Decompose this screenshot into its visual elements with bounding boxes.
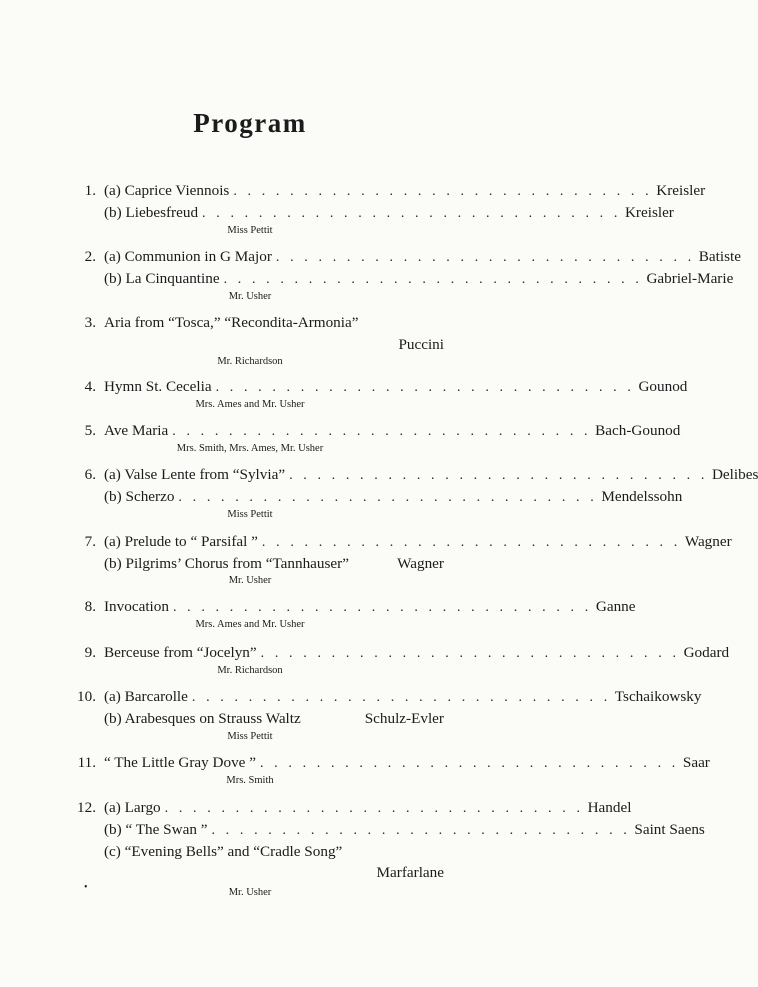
performer: Mr. Richardson [217, 665, 283, 676]
composer: Kreisler [624, 204, 674, 221]
performer: Mr. Richardson [217, 356, 283, 367]
piece-title: (b) Pilgrims’ Chorus from “Tannhauser” [104, 555, 349, 572]
dot-leader: . . . . . . . . . . . . . . . . . . . . . . . . . . . . . . [275, 250, 695, 265]
dot-leader: . . . . . . . . . . . . . . . . . . . . . . . . . . . . . . [164, 801, 584, 816]
item-number: 6. [84, 466, 96, 483]
piece-title: (b) Arabesques on Strauss Waltz [104, 710, 301, 727]
program-line [104, 686, 702, 708]
dot-leader: . . . . . . . . . . . . . . . . . . . . . . . . . . . . . . [172, 600, 592, 615]
composer: Gounod [638, 378, 688, 395]
piece-title: (a) Prelude to “ Parsifal ” [104, 533, 258, 550]
composer: Marfarlane [376, 864, 444, 881]
performer: Mrs. Ames and Mr. Usher [195, 399, 305, 410]
piece-title: (b) La Cinquantine [104, 270, 220, 287]
piece-title: (a) Caprice Viennois [104, 182, 230, 199]
composer: Puccini [398, 336, 444, 353]
composer: Batiste [698, 248, 741, 265]
performer: Mrs. Ames and Mr. Usher [195, 619, 305, 630]
dot-leader: . . . . . . . . . . . . . . . . . . . . . . . . . . . . . . [289, 468, 708, 483]
program-line [104, 531, 732, 553]
item-number: 7. [84, 533, 96, 550]
item-number: 2. [84, 248, 96, 265]
performer: Mr. Usher [228, 887, 272, 898]
piece-title: (a) Barcarolle [104, 688, 188, 705]
performer: Mrs. Smith, Mrs. Ames, Mr. Usher [176, 443, 324, 454]
composer: Kreisler [656, 182, 706, 199]
performer: Miss Pettit [227, 225, 273, 236]
composer: Delibes [711, 466, 758, 483]
composer: Bach-Gounod [595, 422, 681, 439]
piece-title: (a) Valse Lente from “Sylvia” [104, 466, 286, 483]
composer: Saar [682, 754, 710, 771]
piece-title: (a) Largo [104, 799, 161, 816]
dot-leader: . . . . . . . . . . . . . . . . . . . . . . . . . . . . . . [172, 424, 592, 439]
composer: Handel [587, 799, 632, 816]
program-line [104, 819, 705, 841]
program-line [104, 486, 683, 508]
item-number: 8. [84, 598, 96, 615]
dot-leader: . . . . . . . . . . . . . . . . . . . . . . . . . . . . . . [261, 535, 681, 550]
program-line [104, 312, 444, 334]
piece-title: (b) Liebesfreud [104, 204, 199, 221]
ink-speck: • [84, 882, 88, 893]
dot-leader: . . . . . . . . . . . . . . . . . . . . . . . . . . . . . . [191, 690, 611, 705]
item-number: 3. [84, 314, 96, 331]
piece-title: Ave Maria [104, 422, 169, 439]
program-line [104, 376, 688, 398]
item-number: 11. [77, 754, 96, 771]
program-line [104, 752, 710, 774]
item-number: 12. [77, 799, 96, 816]
item-number: 1. [84, 182, 96, 199]
program-line [104, 246, 741, 268]
program-line [104, 797, 632, 819]
program-line [104, 180, 706, 202]
program-line [104, 464, 758, 486]
composer: Tschaikowsky [614, 688, 702, 705]
program-line [104, 708, 444, 730]
program-line [104, 420, 681, 442]
composer: Saint Saens [634, 821, 705, 838]
composer: Schulz-Evler [364, 710, 444, 727]
piece-title: Invocation [104, 598, 169, 615]
piece-title: (c) “Evening Bells” and “Cradle Song” [104, 843, 343, 860]
performer: Miss Pettit [227, 731, 273, 742]
item-number: 4. [84, 378, 96, 395]
program-line [104, 596, 636, 618]
dot-leader: . . . . . . . . . . . . . . . . . . . . . . . . . . . . . . [178, 490, 598, 505]
program-line [104, 841, 444, 863]
dot-leader: . . . . . . . . . . . . . . . . . . . . . . . . . . . . . . [259, 756, 679, 771]
composer: Wagner [397, 555, 444, 572]
piece-title: (b) “ The Swan ” [104, 821, 208, 838]
piece-title: (b) Scherzo [104, 488, 175, 505]
program-line [104, 553, 444, 575]
dot-leader: . . . . . . . . . . . . . . . . . . . . . . . . . . . . . . [223, 272, 643, 287]
program-line [104, 268, 734, 290]
dot-leader: . . . . . . . . . . . . . . . . . . . . . . . . . . . . . . [211, 823, 631, 838]
composer: Godard [683, 644, 730, 661]
composer: Wagner [684, 533, 732, 550]
piece-title: Berceuse from “Jocelyn” [104, 644, 257, 661]
composer: Gabriel-Marie [646, 270, 734, 287]
composer: Mendelssohn [601, 488, 683, 505]
page-title: Program [193, 108, 307, 138]
piece-title: Hymn St. Cecelia [104, 378, 212, 395]
piece-title: Aria from “Tosca,” “Recondita-Armonia” [104, 314, 359, 331]
item-number: 5. [84, 422, 96, 439]
piece-title: “ The Little Gray Dove ” [104, 754, 256, 771]
program-line [104, 642, 730, 664]
dot-leader: . . . . . . . . . . . . . . . . . . . . . . . . . . . . . . [202, 206, 621, 221]
performer: Mr. Usher [228, 575, 272, 586]
performer: Miss Pettit [227, 509, 273, 520]
program-line [104, 202, 674, 224]
item-number: 10. [77, 688, 96, 705]
piece-title: (a) Communion in G Major [104, 248, 272, 265]
performer: Mrs. Smith [226, 775, 274, 786]
item-number: 9. [84, 644, 96, 661]
dot-leader: . . . . . . . . . . . . . . . . . . . . . . . . . . . . . . [233, 184, 653, 199]
performer: Mr. Usher [228, 291, 272, 302]
composer: Ganne [595, 598, 636, 615]
dot-leader: . . . . . . . . . . . . . . . . . . . . . . . . . . . . . . [215, 380, 635, 395]
dot-leader: . . . . . . . . . . . . . . . . . . . . . . . . . . . . . . [260, 646, 680, 661]
